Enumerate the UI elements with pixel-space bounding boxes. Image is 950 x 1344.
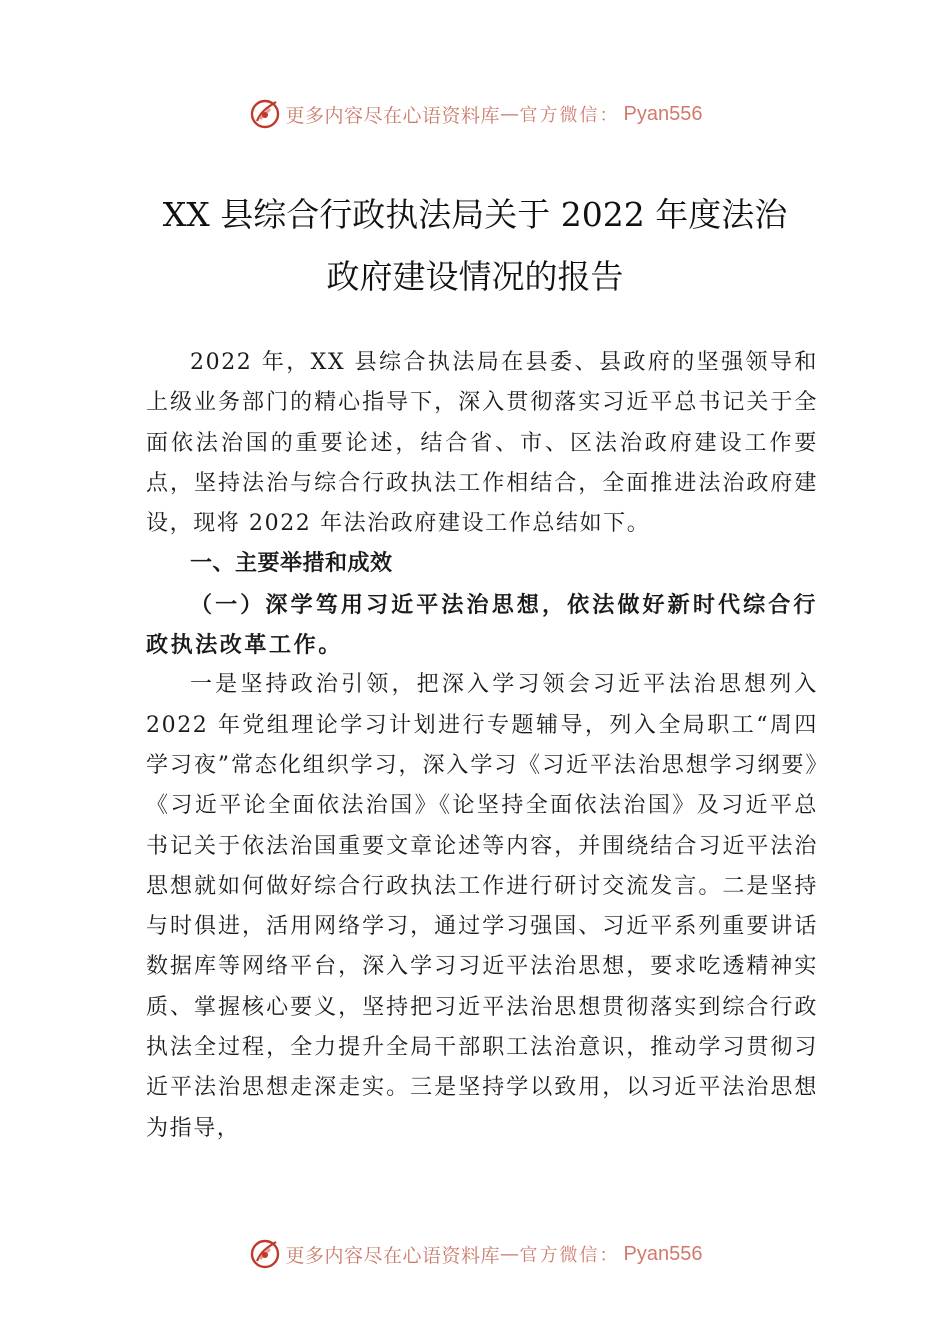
title-line-2: 政府建设情况的报告 [326,257,624,296]
subsection-heading: （一）深学笃用习近平法治思想，依法做好新时代综合行政执法改革工作。 [146,591,818,659]
title-line-1: XX 县综合行政执法局关于 2022 年度法治 [162,195,788,234]
logo-icon [248,1237,282,1271]
document-title [120,184,830,308]
banner-dash: — [500,103,520,125]
banner-label: 官方微信： [519,105,620,126]
banner-dash: — [500,1243,520,1265]
wechat-id: Pyan556 [623,1242,703,1265]
banner-label: 官方微信： [519,1245,620,1266]
header-banner [0,94,950,134]
intro-paragraph: 2022 年，XX 县综合执法局在县委、县政府的坚强领导和上级业务部门的精心指导下，深入贯彻落实习近平总书记关于全面依法治国的重要论述，结合省、市、区法治政府建设工作要点，坚持法治与综合行政执法工作相结合，全面推进法治政府建设，现将 2022 年法治政府建设工作总结如下。 [146,350,818,537]
footer-banner [0,1234,950,1274]
banner-text: 更多内容尽在心语资料库 [285,104,501,127]
wechat-id: Pyan556 [623,102,703,125]
logo-icon [248,97,282,131]
body-paragraph: 一是坚持政治引领，把深入学习领会习近平法治思想列入 2022 年党组理论学习计划进行专题辅导，列入全局职工“周四学习夜”常态化组织学习，深入学习《习近平法治思想学习纲要》《习近平论全面依法治国》《论坚持全面依法治国》及习近平总书记关于依法治国重要文章论述等内容，并围绕结合习近平法治思想就如何做好综合行政执法工作进行研讨交流发言。二是坚持与时俱进，活用网络学习，通过学习强国、习近平系列重要讲话数据库等网络平台，深入学习习近平法治思想，要求吃透精神实质、掌握核心要义，坚持把习近平法治思想贯彻落实到综合行政执法全过程，全力提升全局干部职工法治意识，推动学习贯彻习近平法治思想走深走实。三是坚持学以致用，以习近平法治思想为指导， [146,672,818,1141]
section-heading: 一、主要举措和成效 [190,551,393,577]
document-body [146,343,818,1149]
banner-text: 更多内容尽在心语资料库 [285,1244,501,1267]
